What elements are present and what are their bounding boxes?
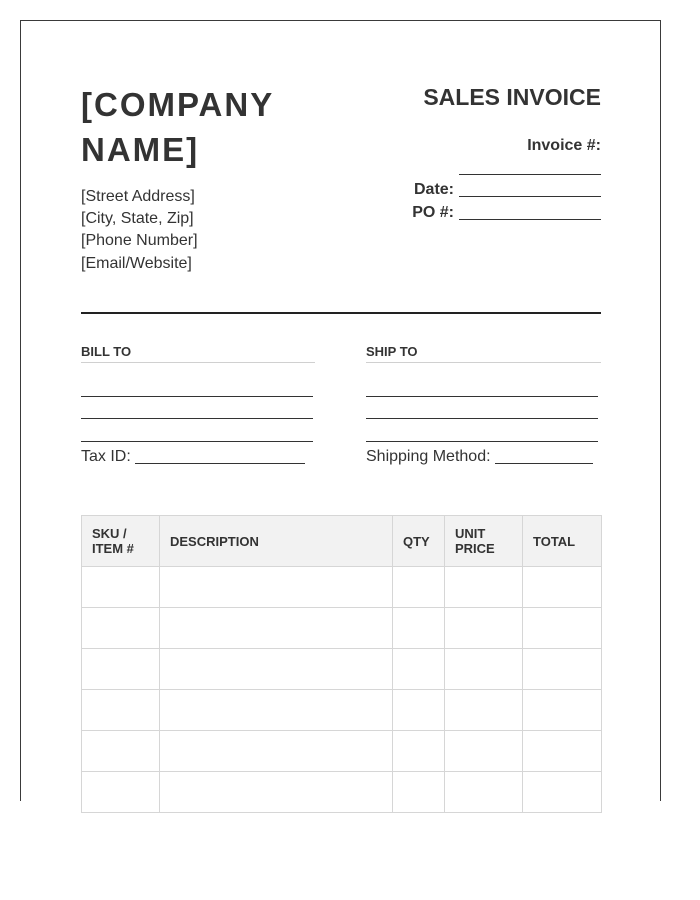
- city-state-zip: [City, State, Zip]: [81, 210, 194, 227]
- phone-number: [Phone Number]: [81, 232, 198, 249]
- table-cell[interactable]: [393, 649, 445, 690]
- invoice-number-field[interactable]: [459, 174, 601, 175]
- bill-to-line-3[interactable]: [81, 441, 313, 442]
- column-header-unit-price: UNIT PRICE: [445, 516, 523, 567]
- table-cell[interactable]: [445, 772, 523, 813]
- ship-to-rule: [366, 362, 601, 363]
- table-cell[interactable]: [160, 772, 393, 813]
- table-cell[interactable]: [523, 772, 602, 813]
- table-cell[interactable]: [160, 731, 393, 772]
- table-cell[interactable]: [82, 772, 160, 813]
- table-cell[interactable]: [393, 772, 445, 813]
- company-name: [81, 82, 341, 172]
- email-website: [Email/Website]: [81, 255, 192, 272]
- table-cell[interactable]: [393, 567, 445, 608]
- header-divider: [81, 312, 601, 314]
- bill-to-line-2[interactable]: [81, 418, 313, 419]
- po-label: PO #:: [412, 204, 454, 221]
- table-cell[interactable]: [523, 608, 602, 649]
- table-cell[interactable]: [393, 690, 445, 731]
- invoice-number-label: Invoice #:: [527, 137, 601, 154]
- street-address: [Street Address]: [81, 188, 195, 205]
- table-cell[interactable]: [523, 731, 602, 772]
- table-row: [82, 608, 602, 649]
- date-field[interactable]: [459, 196, 601, 197]
- table-row: [82, 567, 602, 608]
- table-cell[interactable]: [445, 731, 523, 772]
- table-cell[interactable]: [160, 567, 393, 608]
- items-table: [81, 515, 602, 813]
- ship-to-line-1[interactable]: [366, 396, 598, 397]
- column-header-total: TOTAL: [523, 516, 602, 567]
- table-header-row: [82, 516, 602, 567]
- column-header-description: DESCRIPTION: [160, 516, 393, 567]
- table-cell[interactable]: [445, 567, 523, 608]
- ship-to-heading: SHIP TO: [366, 344, 418, 359]
- tax-id-field[interactable]: [135, 463, 305, 464]
- column-header-qty: QTY: [393, 516, 445, 567]
- table-cell[interactable]: [445, 690, 523, 731]
- tax-id-label: Tax ID:: [81, 448, 131, 465]
- table-cell[interactable]: [160, 608, 393, 649]
- po-field[interactable]: [459, 219, 601, 220]
- bill-to-rule: [81, 362, 315, 363]
- table-cell[interactable]: [523, 649, 602, 690]
- table-cell[interactable]: [82, 690, 160, 731]
- table-cell[interactable]: [523, 567, 602, 608]
- table-row: [82, 731, 602, 772]
- table-cell[interactable]: [82, 731, 160, 772]
- shipping-method-label: Shipping Method:: [366, 448, 491, 465]
- table-cell[interactable]: [82, 649, 160, 690]
- company-name-line2: NAME]: [81, 131, 200, 168]
- table-row: [82, 772, 602, 813]
- table-cell[interactable]: [393, 731, 445, 772]
- table-cell[interactable]: [445, 608, 523, 649]
- shipping-method-field[interactable]: [495, 463, 593, 464]
- column-header-sku: SKU / ITEM #: [82, 516, 160, 567]
- date-label: Date:: [413, 181, 454, 198]
- company-name-line1: [COMPANY: [81, 86, 275, 123]
- table-cell[interactable]: [82, 567, 160, 608]
- table-cell[interactable]: [393, 608, 445, 649]
- table-cell[interactable]: [82, 608, 160, 649]
- table-cell[interactable]: [445, 649, 523, 690]
- table-cell[interactable]: [160, 690, 393, 731]
- ship-to-line-3[interactable]: [366, 441, 598, 442]
- table-cell[interactable]: [523, 690, 602, 731]
- bill-to-line-1[interactable]: [81, 396, 313, 397]
- table-cell[interactable]: [160, 649, 393, 690]
- bill-to-heading: BILL TO: [81, 344, 132, 359]
- invoice-title: SALES INVOICE: [423, 84, 601, 110]
- table-row: [82, 649, 602, 690]
- ship-to-line-2[interactable]: [366, 418, 598, 419]
- table-row: [82, 690, 602, 731]
